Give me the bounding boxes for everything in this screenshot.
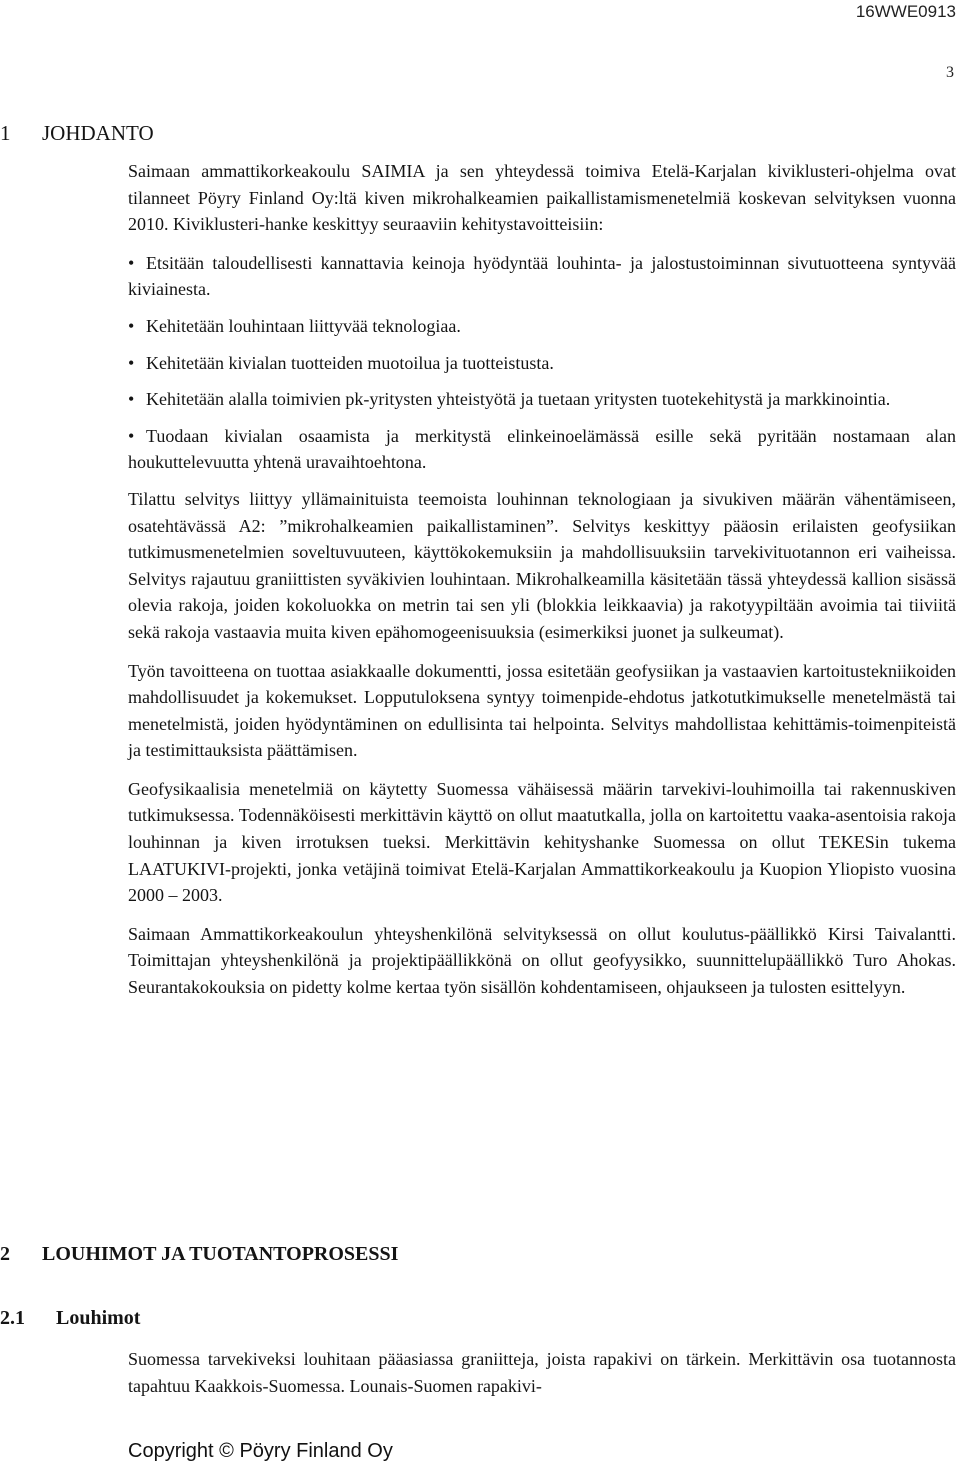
body-paragraph: Saimaan Ammattikorkeakoulun yhteyshenkilönä selvityksessä on ollut koulutus-päällikkö Kirsi Taivalantti. Toimittajan yhteyshenkilönä ja projektipäällikkönä on ollut geofyysikko, suunnittelupäällikkö Turo Ahokas. Seurantakokouksia on pidetty kolme kertaa työn sisällön kohdentamiseen, ohjaukseen ja tulosten esittelyyn.	[128, 923, 956, 998]
bullet-text: Etsitään taloudellisesti kannattavia keinoja hyödyntää louhinta- ja jalostustoiminnan sivutuotteena syntyvää kiviainesta.	[128, 252, 956, 300]
subsection-heading-louhimot	[0, 1307, 140, 1330]
body-paragraph: Geofysikaalisia menetelmiä on käytetty Suomessa vähäisessä määrin tarvekivi-louhimoilla tai rakennuskiven tutkimuksessa. Todennäköisesti merkittävin käyttö on ollut maatutkalla, jolla on kartoitettu vaaka-asentoisia rakoja louhinnan ja kiven irrotuksen tueksi. Merkittävin kehityshanke Suomessa on ollut TEKESin tukema LAATUKIVI-projekti, jonka vetäjinä toimivat Etelä-Karjalan Ammattikorkeakoulu ja Kuopion Yliopisto vuosina 2000 – 2003.	[128, 778, 956, 906]
body-paragraph: Tilattu selvitys liittyy yllämainituista teemoista louhinnan teknologiaan ja sivukiven määrän vähentämiseen, osatehtävässä A2: ”mikrohalkeamien paikallistaminen”. Selvitys keskittyy pääosin erilaisten geofysiikan tutkimusmenetelmien soveltuvuuteen, käyttökokemuksiin ja mahdollisuuksiin tarvekivituotannon eri vaiheissa. Selvitys rajautuu graniittisten syväkivien louhintaan. Mikrohalkeamilla käsitetään tässä yhteydessä kallion sisässä olevia rakoja, joiden kokoluokka on metrin tai sen yli (blokkia leikkaavia) ja rakotyypiltään avoimia tai tiiviitä sekä rakoja vastaavia muita kiven epähomogeenisuuksia (esimerkiksi juonet ja sulkeumat).	[128, 488, 956, 642]
bullet-text: Kehitetään louhintaan liittyvää teknologiaa.	[146, 315, 461, 336]
body-paragraph: Työn tavoitteena on tuottaa asiakkaalle dokumentti, jossa esitetään geofysiikan ja vastaavien kartoitustekniikoiden mahdollisuudet ja kokemukset. Lopputuloksena syntyy toimenpide-ehdotus jatkotutkimukselle menetelmästä tai menetelmistä, joiden hyödyntäminen on edullisinta tai helpointa. Selvitys mahdollistaa kehittämis-toimenpiteistä ja testimittauksista päättämisen.	[128, 660, 956, 761]
body-paragraph: Suomessa tarvekiveksi louhitaan pääasiassa graniitteja, joista rapakivi on tärkein. Merkittävin osa tuotannosta tapahtuu Kaakkois-Suomessa. Lounais-Suomen rapakivi-	[128, 1349, 956, 1396]
page-number: 3	[946, 64, 954, 81]
list-item	[128, 386, 956, 413]
bullet-text: Kehitetään kivialan tuotteiden muotoilua ja tuotteistusta.	[146, 352, 554, 373]
bullet-icon: •	[128, 389, 135, 410]
section-title: JOHDANTO	[42, 121, 154, 145]
list-item	[128, 350, 956, 377]
section-body-johdanto	[128, 158, 956, 1013]
subsection-number: 2.1	[0, 1307, 25, 1329]
copyright-footer: Copyright © Pöyry Finland Oy	[128, 1440, 393, 1462]
document-id: 16WWE0913	[855, 2, 956, 21]
section-body-louhimot	[128, 1346, 956, 1411]
subsection-title: Louhimot	[56, 1307, 141, 1329]
list-item	[128, 250, 956, 303]
bullet-icon: •	[128, 425, 135, 446]
bullet-icon: •	[128, 352, 135, 373]
bullet-text: Tuodaan kivialan osaamista ja merkitystä elinkeinoelämässä esille sekä pyritään nostamaan alan houkuttelevuutta yhtenä uravaihtoehtona.	[128, 425, 956, 473]
bullet-icon: •	[128, 252, 135, 273]
section-heading-johdanto	[0, 121, 154, 146]
list-item	[128, 423, 956, 476]
section-title: LOUHIMOT JA TUOTANTOPROSESSI	[42, 1243, 399, 1265]
section-number: 2	[0, 1243, 10, 1265]
section-heading-louhimot-ja-tuotantoprosessi	[0, 1243, 398, 1266]
section-number: 1	[0, 121, 11, 145]
bullet-text: Kehitetään alalla toimivien pk-yritysten yhteistyötä ja tuetaan yritysten tuotekehitystä ja markkinointia.	[146, 389, 891, 410]
bullet-icon: •	[128, 315, 135, 336]
list-item	[128, 313, 956, 340]
intro-paragraph: Saimaan ammattikorkeakoulu SAIMIA ja sen yhteydessä toimiva Etelä-Karjalan kiviklusteri-ohjelma ovat tilanneet Pöyry Finland Oy:ltä kiven mikrohalkeamien paikallistamismenetelmiä koskevan selvityksen vuonna 2010. Kiviklusteri-hanke keskittyy seuraaviin kehitystavoitteisiin:	[128, 161, 956, 235]
